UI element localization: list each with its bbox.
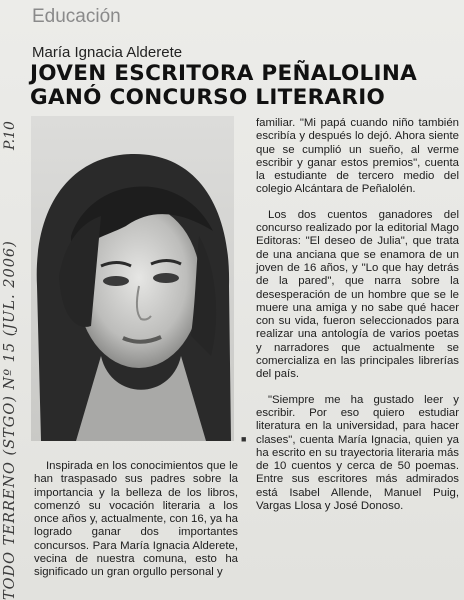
article-paragraph: familiar. "Mi papá cuando niño también escribía y después lo dejó. Ahora siente que se cumplió un sueño, al verme escribir y ganar estos premios", cuenta la estudiante de tercero medio del colegio Alcántara de Peñalolén.: [256, 117, 459, 196]
bleed-through-text: [248, 0, 464, 50]
article-headline: [30, 62, 460, 110]
article-column-right: [256, 117, 459, 525]
author-byline: María Ignacia Alderete: [32, 44, 183, 61]
article-paragraph: Inspirada en los conocimientos que le han traspasado sus padres sobre la importancia y la belleza de los libros, comenzó su vocación literaria a los once años y, actualmente, con 16, ya ha logrado ganar dos importantes concursos. Para María Ignacia Alderete, vecina de nuestra comuna, esto ha significado un gran orgullo personal y: [34, 460, 238, 579]
bullet-mark: ■: [241, 434, 247, 444]
handwritten-page-number: P.10: [2, 121, 18, 150]
handwritten-annotation: [0, 60, 32, 600]
article-paragraph: Los dos cuentos ganadores del concurso realizado por la editorial Mago Editoras: "El deseo de Julia", que trata de una anciana que se enamora de un joven de 16 años, y "Lo que hay detrás de la pared", que narra sobre la desesperación de un hombre que se le muere una amiga y no sabe qué hacer con su vida, fueron seleccionados para realizar una antología de varios poetas y narradores que actualmente se comercializa en las principales librerías del país.: [256, 208, 459, 381]
article-paragraph: "Siempre me ha gustado leer y escribir. Por eso quiero estudiar literatura en la universidad, para hacer clases", cuenta María Ignacia, quien ya ha escrito en su trayectoria literaria más de 10 cuentos y cerca de 50 poemas. Entre sus escritores más admirados está Isabel Allende, Manuel Puig, Vargas Llosa y José Donoso.: [256, 393, 459, 513]
headline-line-1: JOVEN ESCRITORA PEÑALOLINA: [30, 61, 418, 86]
portrait-image: [31, 116, 234, 441]
headline-line-2: GANÓ CONCURSO LITERARIO: [30, 85, 386, 110]
handwritten-source-note: TODO TERRENO (STGO) Nº 15 (JUL. 2006): [2, 240, 18, 600]
section-label: Educación: [32, 6, 121, 27]
author-photo: [31, 116, 234, 441]
article-column-left: [34, 460, 238, 580]
